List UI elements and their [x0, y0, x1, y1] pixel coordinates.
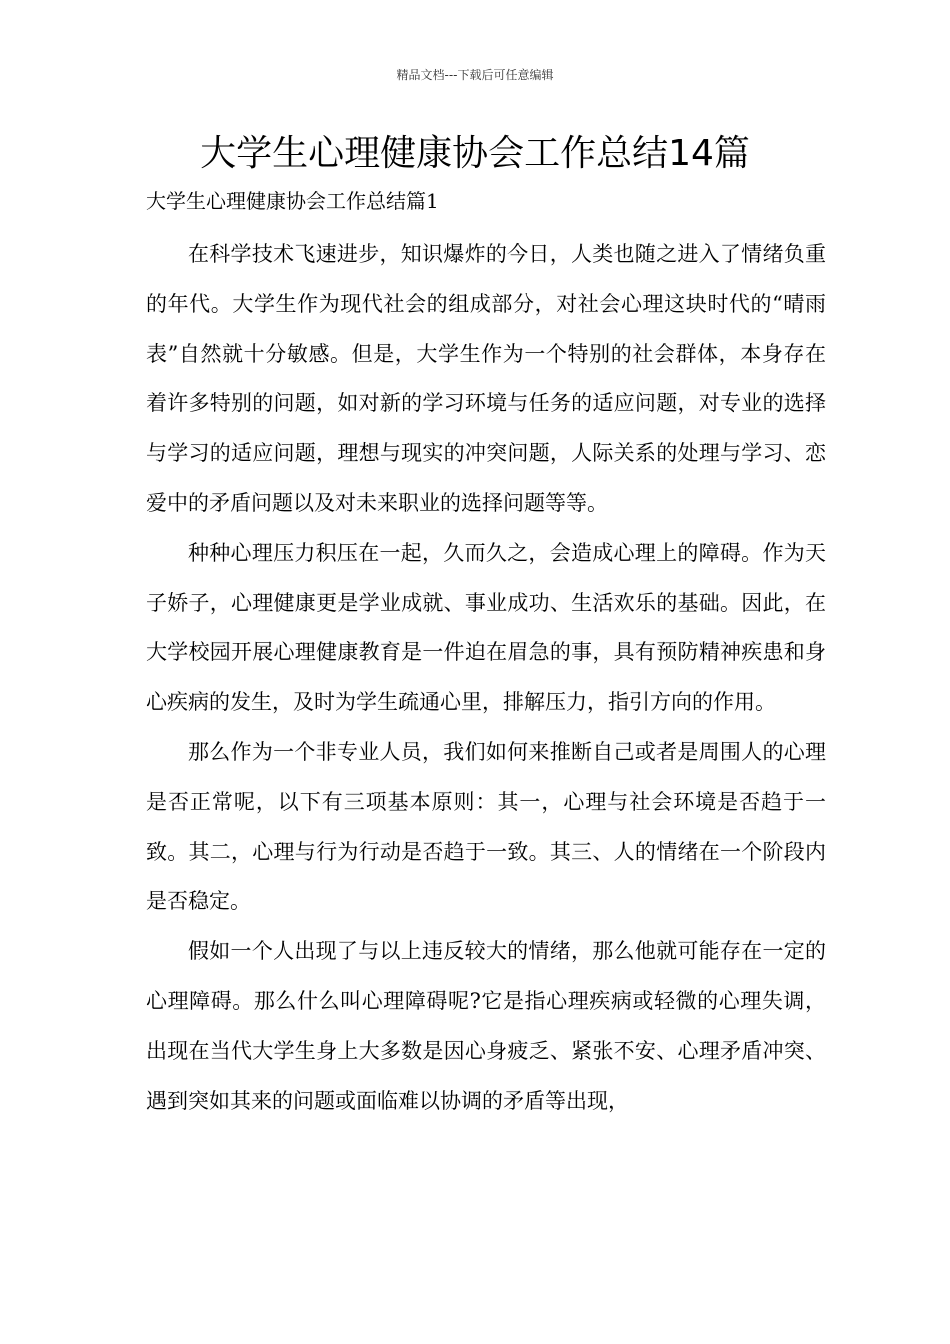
paragraph-2: 种种心理压力积压在一起，久而久之，会造成心理上的障碍。作为天子娇子，心理健康更是学业成就、事业成功、生活欢乐的基础。因此，在大学校园开展心理健康教育是一件迫在眉急的事，具有预防精神疾患和身心疾病的发生，及时为学生疏通心里，排解压力，指引方向的作用。 [146, 540, 826, 715]
paragraph-1: 在科学技术飞速进步，知识爆炸的今日，人类也随之进入了情绪负重的年代。大学生作为现代社会的组成部分，对社会心理这块时代的“晴雨表”自然就十分敏感。但是，大学生作为一个特别的社会群体，本身存在着许多特别的问题，如对新的学习环境与任务的适应问题，对专业的选择与学习的适应问题，理想与现实的冲突问题，人际关系的处理与学习、恋爱中的矛盾问题以及对未来职业的选择问题等等。 [146, 242, 826, 515]
document-title: 大学生心理健康协会工作总结14篇 [200, 133, 750, 174]
section-heading: 大学生心理健康协会工作总结篇1 [146, 189, 439, 213]
page-header: 精品文档---下载后可任意编辑 [396, 68, 554, 82]
paragraph-4: 假如一个人出现了与以上违反较大的情绪，那么他就可能存在一定的心理障碍。那么什么叫心理障碍呢?它是指心理疾病或轻微的心理失调，出现在当代大学生身上大多数是因心身疲乏、紧张不安、心理矛盾冲突、遇到突如其来的问题或面临难以协调的矛盾等出现， [146, 939, 826, 1113]
paragraph-3: 那么作为一个非专业人员，我们如何来推断自己或者是周围人的心理是否正常呢，以下有三项基本原则：其一，心理与社会环境是否趋于一致。其二，心理与行为行动是否趋于一致。其三、人的情绪在一个阶段内是否稳定。 [146, 739, 826, 914]
document-body [146, 230, 826, 1126]
